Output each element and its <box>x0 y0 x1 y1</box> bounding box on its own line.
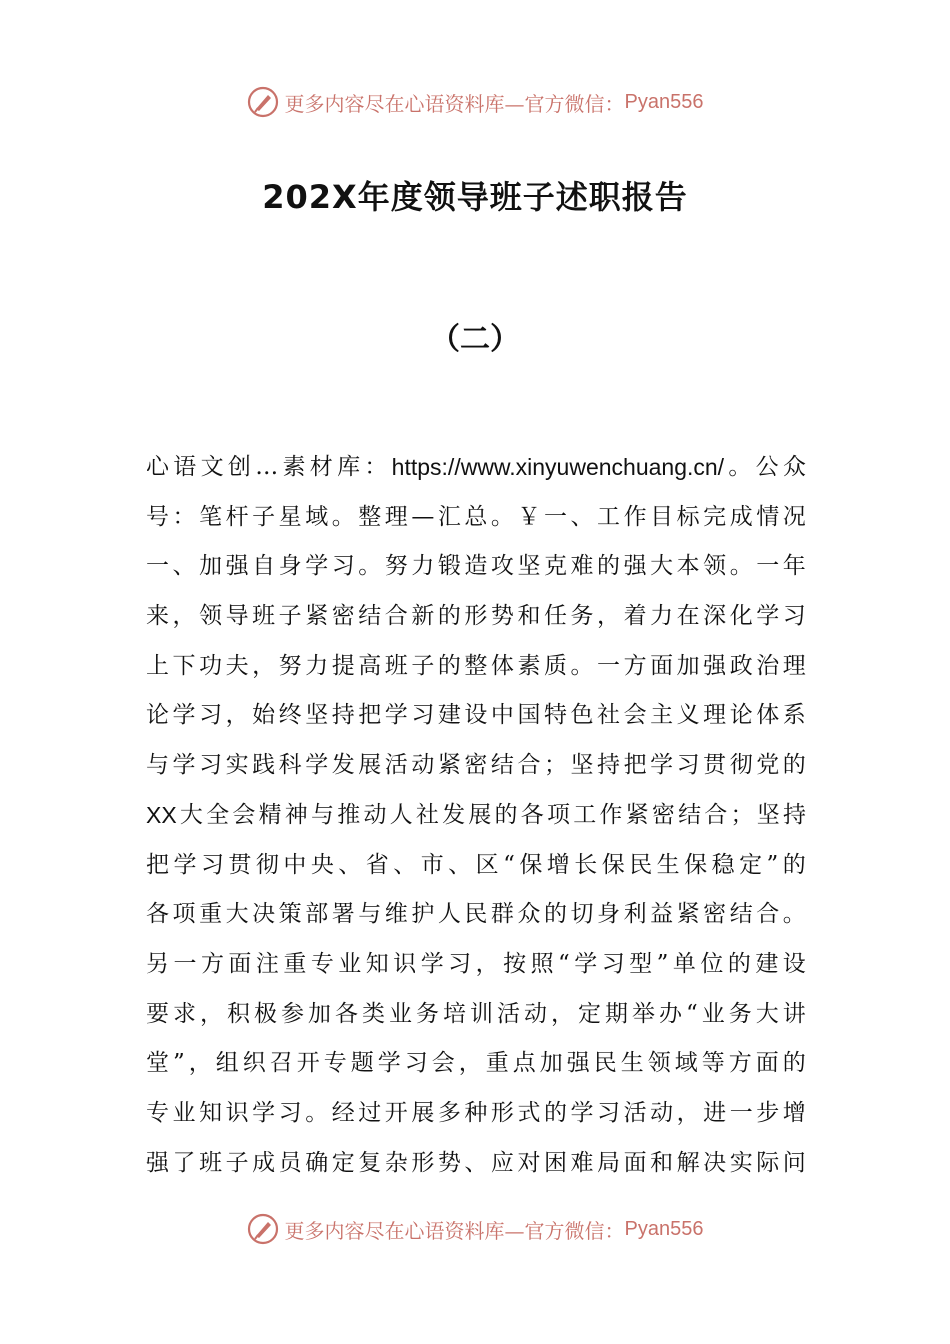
banner-wechat-id: Pyan556 <box>624 1217 704 1240</box>
banner-wechat-id: Pyan556 <box>624 90 704 113</box>
document-subtitle: （二） <box>430 322 520 357</box>
body-line: 来 ， 领 导 班 子 紧 密 结 合 新 的 形 势 和 任 务 ， 着 力 在 深 化 学 习 <box>146 603 806 630</box>
quill-logo-icon <box>247 86 279 118</box>
body-line: 心 语 文 创 … 素 材 库 ： https://www.xinyuwenchuang.cn/ 。 公 众 <box>146 454 806 480</box>
body-line: XX 大 全 会 精 神 与 推 动 人 社 发 展 的 各 项 工 作 紧 密 结 合 ； 坚 持 <box>146 801 806 828</box>
body-line: 把 学 习 贯 彻 中 央 、 省 、 市 、 区 “ 保 增 长 保 民 生 保 稳 定 ” 的 <box>146 851 806 878</box>
banner-text: 更多内容尽在心语资料库—官方微信： <box>284 91 625 116</box>
body-line: 论 学 习 ， 始 终 坚 持 把 学 习 建 设 中 国 特 色 社 会 主 义 理 论 体 系 <box>146 702 806 729</box>
banner-text: 更多内容尽在心语资料库—官方微信： <box>284 1218 625 1243</box>
body-line: 要 求 ， 积 极 参 加 各 类 业 务 培 训 活 动 ， 定 期 举 办 “ 业 务 大 讲 <box>146 1000 806 1027</box>
quill-logo-icon <box>247 1213 279 1245</box>
body-line: 堂 ” ， 组 织 召 开 专 题 学 习 会 ， 重 点 加 强 民 生 领 域 等 方 面 的 <box>146 1050 806 1077</box>
body-line: 号 ： 笔 杆 子 星 域 。 整 理 — 汇 总 。 ￥ 一 、 工 作 目 标 完 成 情 况 <box>146 503 806 530</box>
body-line: 各 项 重 大 决 策 部 署 与 维 护 人 民 群 众 的 切 身 利 益 紧 密 结 合 。 <box>146 901 806 928</box>
body-line: 一 、 加 强 自 身 学 习 。 努 力 锻 造 攻 坚 克 难 的 强 大 本 领 。 一 年 <box>146 553 806 580</box>
body-line: 与 学 习 实 践 科 学 发 展 活 动 紧 密 结 合 ； 坚 持 把 学 习 贯 彻 党 的 <box>146 752 806 779</box>
body-line: 专 业 知 识 学 习 。 经 过 开 展 多 种 形 式 的 学 习 活 动 ， 进 一 步 增 <box>146 1099 806 1126</box>
body-line: 上 下 功 夫 ， 努 力 提 高 班 子 的 整 体 素 质 。 一 方 面 加 强 政 治 理 <box>146 652 806 679</box>
header-watermark-banner <box>0 82 950 122</box>
document-title: 202X年度领导班子述职报告 <box>262 178 688 216</box>
body-line: 另 一 方 面 注 重 专 业 知 识 学 习 ， 按 照 “ 学 习 型 ” 单 位 的 建 设 <box>146 950 806 977</box>
body-line: 强 了 班 子 成 员 确 定 复 杂 形 势 、 应 对 困 难 局 面 和 解 决 实 际 问 <box>146 1149 806 1176</box>
footer-watermark-banner <box>0 1209 950 1249</box>
document-body <box>146 443 806 1188</box>
